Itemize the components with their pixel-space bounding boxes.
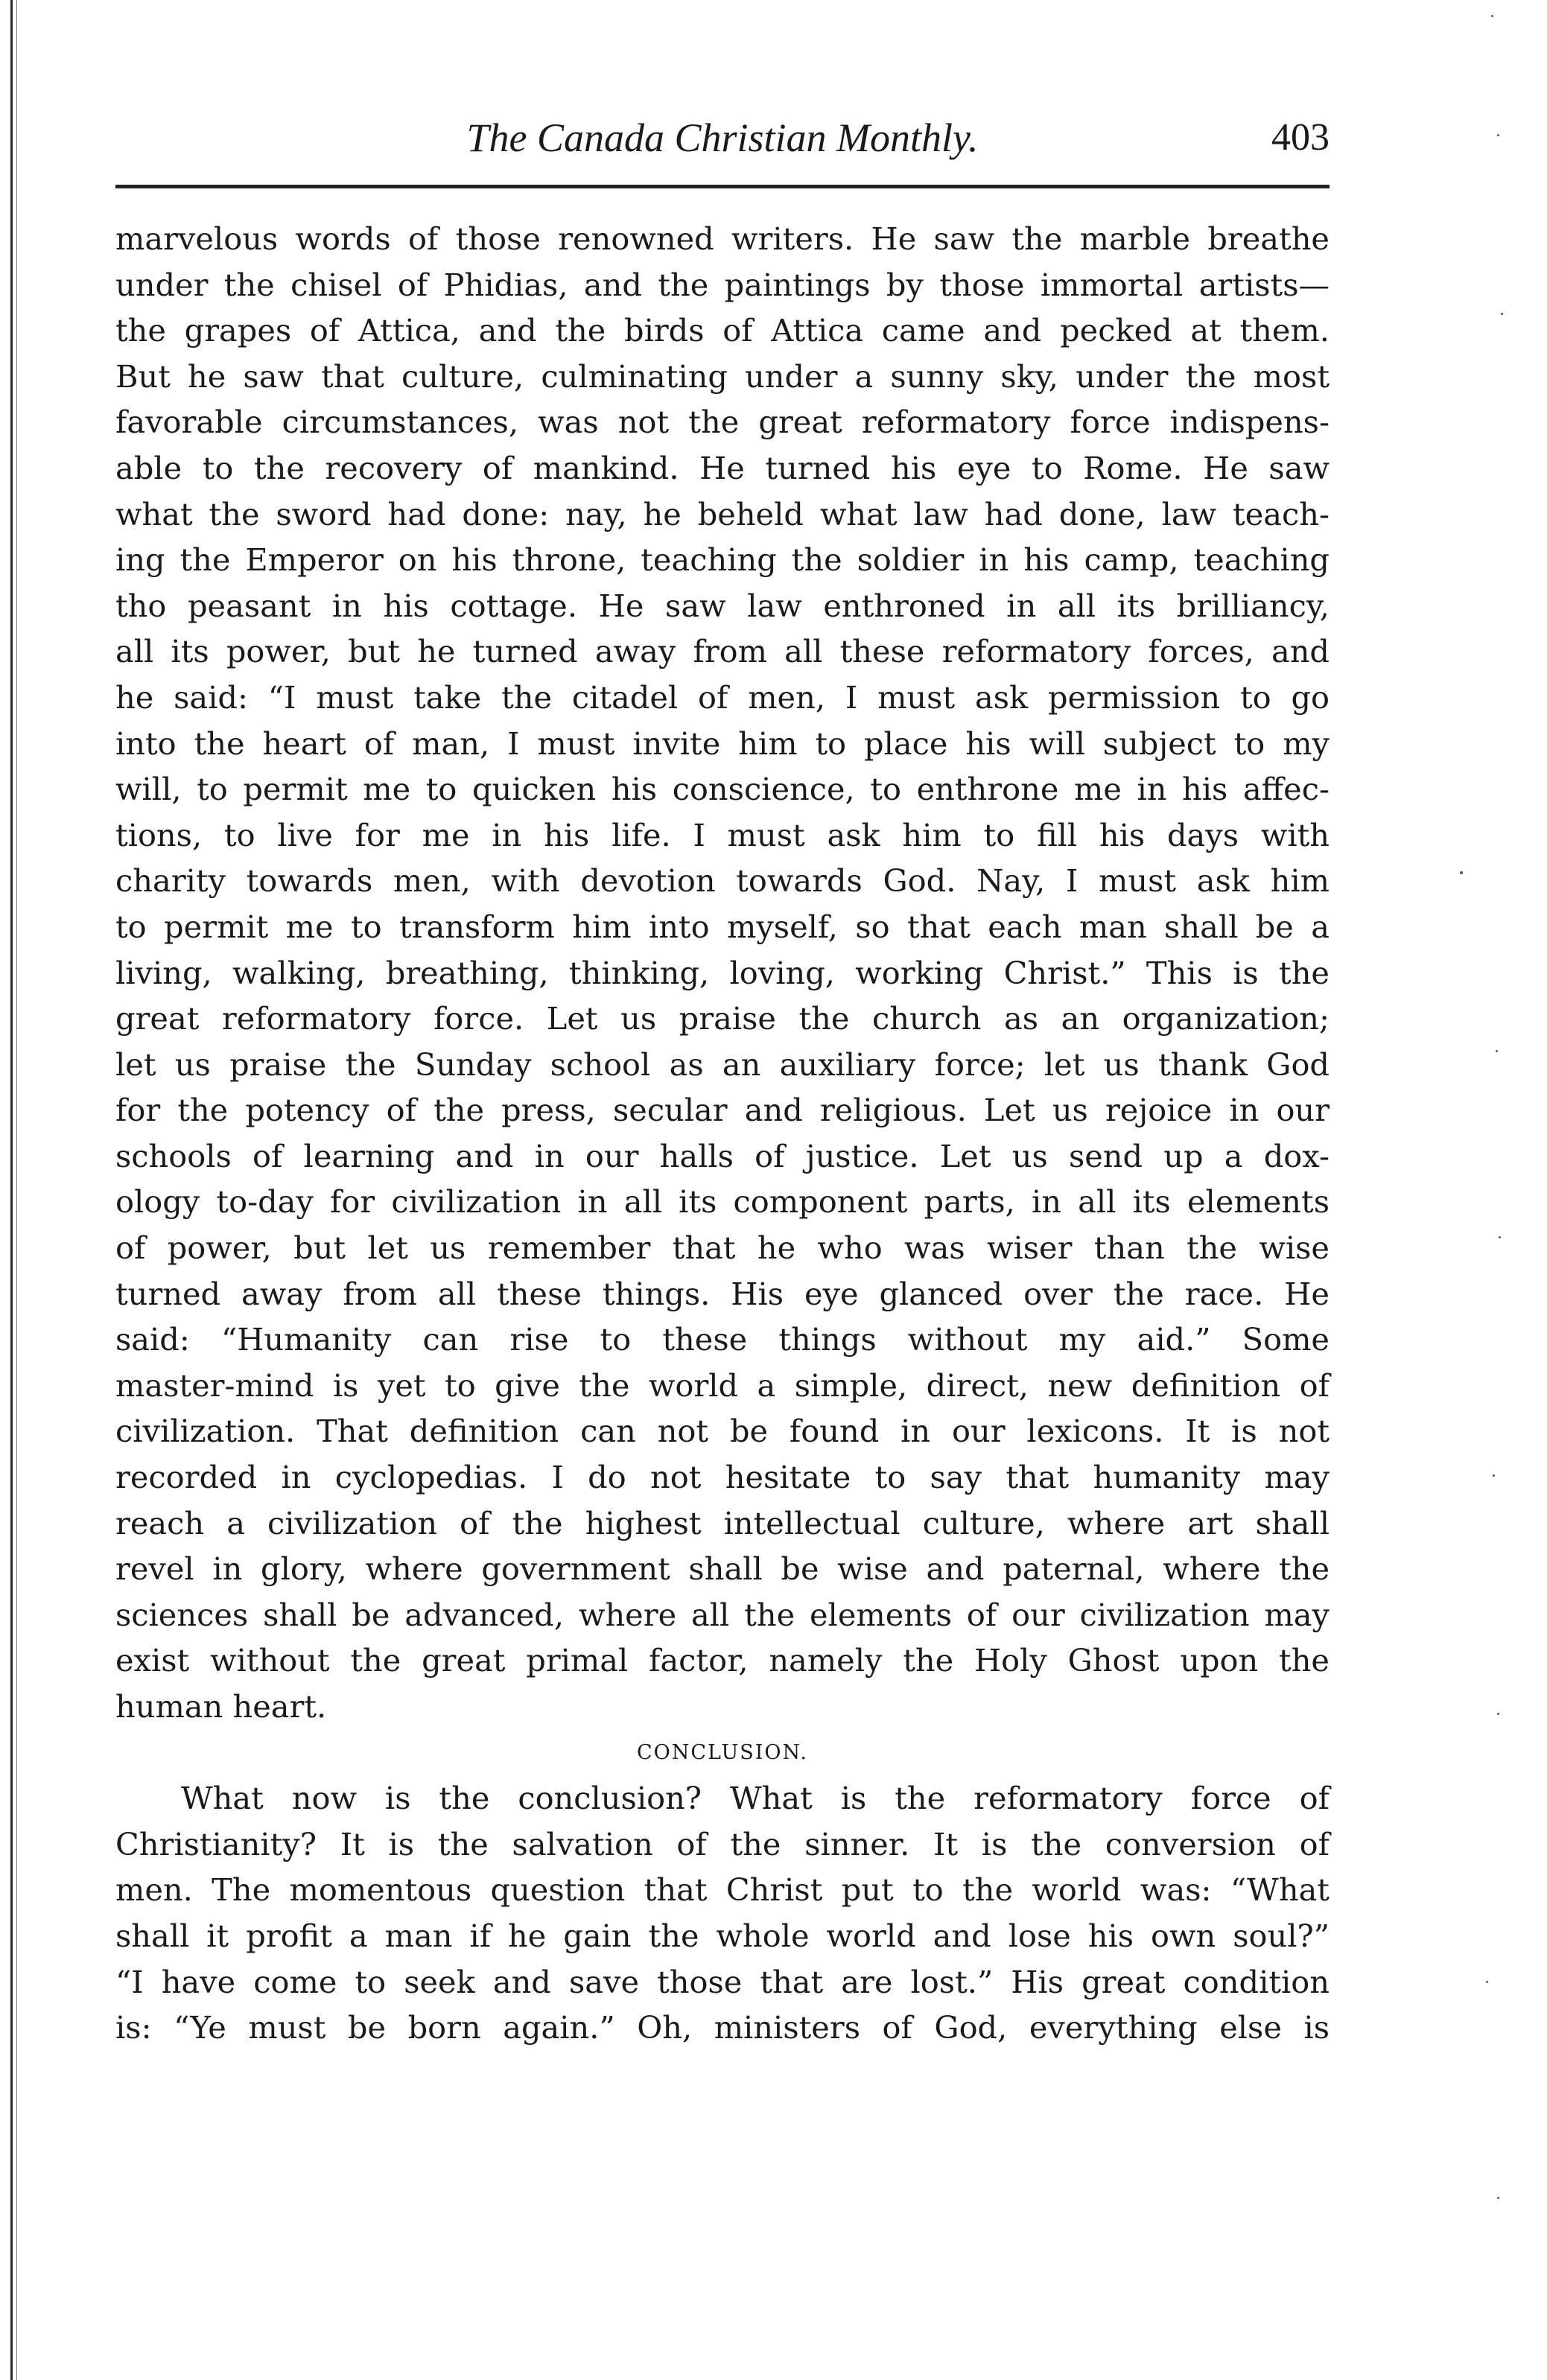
text-line: for the potency of the press, secular and religious. Let us rejoice in our — [115, 1092, 1330, 1129]
section-heading: CONCLUSION. — [636, 1740, 809, 1764]
text-line: all its power, but he turned away from all these reformatory forces, and — [115, 633, 1330, 670]
scan-speck — [1497, 2197, 1499, 2199]
paragraph-2 — [115, 1775, 1330, 2051]
paragraph-1 — [115, 216, 1330, 1730]
text-line: ing the Emperor on his throne, teaching the soldier in his camp, teaching — [115, 541, 1330, 579]
text-line: under the chisel of Phidias, and the paintings by those immortal artists— — [115, 266, 1330, 303]
text-line: is: “Ye must be born again.” Oh, ministers of God, everything else is — [115, 2009, 1330, 2046]
text-line: human heart. — [115, 1688, 327, 1725]
text-line: recorded in cyclopedias. I do not hesitate to say that humanity may — [115, 1459, 1330, 1496]
body-text — [115, 216, 1330, 2051]
scan-speck — [1496, 1050, 1498, 1052]
text-line: able to the recovery of mankind. He turned his eye to Rome. He saw — [115, 449, 1330, 486]
text-line: into the heart of man, I must invite him to place his will subject to my — [115, 725, 1330, 762]
text-line: tions, to live for me in his life. I must ask him to fill his days with — [115, 816, 1330, 853]
scan-speck — [1497, 134, 1499, 136]
text-line: exist without the great primal factor, namely the Holy Ghost upon the — [115, 1642, 1330, 1679]
text-line: what the sword had done: nay, he beheld what law had done, law teach- — [115, 495, 1330, 532]
text-line: Christianity? It is the salvation of the sinner. It is the conversion of — [115, 1825, 1330, 1862]
text-line: What now is the conclusion? What is the reformatory force of — [181, 1780, 1330, 1817]
text-line: will, to permit me to quicken his conscience, to enthrone me in his affec- — [115, 771, 1330, 808]
text-line: revel in glory, where government shall be wise and paternal, where the — [115, 1550, 1330, 1588]
text-line: the grapes of Attica, and the birds of Attica came and pecked at them. — [115, 312, 1330, 349]
text-line: But he saw that culture, culminating under a sunny sky, under the most — [115, 357, 1330, 395]
text-line: great reformatory force. Let us praise the church as an organization; — [115, 1000, 1330, 1037]
scan-speck — [1497, 1713, 1499, 1715]
scan-speck — [1501, 313, 1503, 315]
text-line: schools of learning and in our halls of justice. Let us send up a dox- — [115, 1137, 1330, 1174]
text-line: turned away from all these things. His eye glanced over the race. He — [115, 1275, 1330, 1312]
text-line: favorable circumstances, was not the great reformatory force indispens- — [115, 404, 1330, 441]
scan-speck — [1486, 1981, 1488, 1983]
text-line: master-mind is yet to give the world a simple, direct, new definition of — [115, 1366, 1330, 1404]
text-line: marvelous words of those renowned writers. He saw the marble breathe — [115, 220, 1330, 257]
text-line: sciences shall be advanced, where all the elements of our civilization may — [115, 1596, 1330, 1633]
header-rule — [115, 185, 1330, 188]
text-line: he said: “I must take the citadel of men, I must ask permission to go — [115, 678, 1330, 716]
text-line: civilization. That definition can not be found in our lexicons. It is not — [115, 1413, 1330, 1450]
text-line: living, walking, breathing, thinking, loving, working Christ.” This is the — [115, 954, 1330, 991]
scan-speck — [1460, 871, 1463, 874]
page-header — [115, 112, 1330, 171]
binding-edge-shadow — [16, 0, 17, 2380]
scan-speck — [1493, 1474, 1495, 1477]
text-line: men. The momentous question that Christ put to the world was: “What — [115, 1871, 1330, 1909]
text-line: to permit me to transform him into myself, so that each man shall be a — [115, 908, 1330, 945]
text-line: of power, but let us remember that he who was wiser than the wise — [115, 1229, 1330, 1267]
binding-edge — [10, 0, 13, 2380]
text-line: said: “Humanity can rise to these things without my aid.” Some — [115, 1321, 1330, 1358]
scan-speck — [1491, 15, 1493, 17]
text-line: let us praise the Sunday school as an auxiliary force; let us thank God — [115, 1046, 1330, 1083]
running-title: The Canada Christian Monthly. — [466, 115, 979, 160]
page-number: 403 — [1271, 116, 1330, 159]
text-line: reach a civilization of the highest intellectual culture, where art shall — [115, 1504, 1330, 1541]
scan-speck — [1499, 1236, 1501, 1238]
text-line: “I have come to seek and save those that are lost.” His great condition — [115, 1963, 1330, 2000]
text-line: tho peasant in his cottage. He saw law enthroned in all its brilliancy, — [115, 587, 1330, 624]
text-line: shall it profit a man if he gain the whole world and lose his own soul?” — [115, 1917, 1330, 1954]
text-line: ology to-day for civilization in all its component parts, in all its elements — [115, 1183, 1330, 1221]
text-line: charity towards men, with devotion towards God. Nay, I must ask him — [115, 862, 1330, 900]
